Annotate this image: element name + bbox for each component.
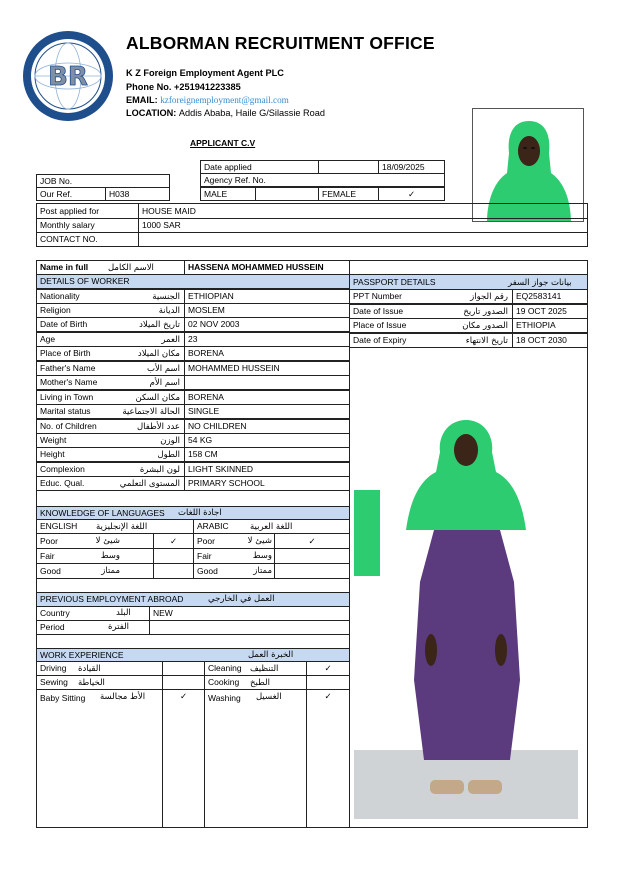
worker-row-value: PRIMARY SCHOOL — [184, 476, 350, 491]
cooking-label: Cooking — [204, 675, 307, 690]
english-level-tick — [153, 548, 194, 564]
passport-row-label-ar: رقم الجواز — [470, 292, 508, 302]
driving-label-ar: القيادة — [78, 664, 101, 674]
period-label-ar: الفترة — [108, 622, 129, 632]
worker-row-label-ar: تاريخ الميلاد — [139, 320, 180, 330]
name-label-ar: الاسم الكامل — [108, 263, 154, 273]
english-level-label: Poor — [36, 533, 154, 549]
worker-row-value: 23 — [184, 332, 350, 347]
cooking-label-ar: الطبخ — [250, 678, 270, 688]
worker-row-label-ar: الحالة الاجتماعية — [122, 407, 180, 417]
company-name: ALBORMAN RECRUITMENT OFFICE — [126, 33, 435, 53]
worker-row-label: Date of Birth — [36, 317, 185, 332]
male-box — [255, 187, 319, 201]
worker-row-label: Nationality — [36, 289, 185, 304]
english-label-ar: اللغة الإنجليزية — [96, 522, 148, 532]
worker-row-label-ar: اسم الأب — [146, 364, 180, 374]
passport-row-label: PPT Number — [349, 289, 513, 304]
period-label: Period — [36, 620, 150, 635]
worker-row-label-ar: المستوى التعلمي — [119, 479, 180, 489]
worker-row-value: 02 NOV 2003 — [184, 317, 350, 332]
sewing-label-ar: الخياطة — [78, 678, 105, 688]
worker-row-label: Weight — [36, 433, 185, 448]
location-line — [126, 108, 325, 118]
agency-ref-label: Agency Ref. No. — [200, 173, 445, 187]
baby-sitting-label-ar: الأط مجالسة — [100, 692, 146, 702]
washing-label-ar: الغسيل — [256, 692, 282, 702]
sewing-tick — [162, 675, 205, 690]
company-logo — [22, 30, 114, 122]
english-level-tick — [153, 563, 194, 579]
cooking-tick — [306, 675, 350, 690]
female-tick: ✓ — [378, 187, 445, 201]
washing-tick: ✓ — [306, 689, 350, 828]
driving-tick — [162, 661, 205, 676]
contact-label: CONTACT NO. — [36, 232, 139, 247]
arabic-level-tick — [274, 563, 350, 579]
worker-row-label: No. of Children — [36, 419, 185, 434]
worker-row-label-ar: الديانة — [158, 306, 180, 316]
passport-row-label: Date of Issue — [349, 304, 513, 319]
job-no-label: JOB No. — [36, 174, 170, 188]
worker-row-label-ar: عدد الأطفال — [136, 422, 180, 432]
cleaning-tick: ✓ — [306, 661, 350, 676]
worker-row-label-ar: الوزن — [160, 436, 180, 446]
email-line — [126, 95, 289, 105]
english-label: ENGLISH — [36, 519, 194, 534]
washing-label: Washing — [204, 689, 307, 828]
arabic-level-label: Poor — [193, 533, 275, 549]
post-label: Post applied for — [36, 203, 139, 219]
work-experience-header-ar: الخبرة العمل — [248, 650, 294, 660]
worker-row-value: MOHAMMED HUSSEIN — [184, 361, 350, 376]
phone-label: Phone No. — [126, 82, 172, 92]
our-ref-value: H038 — [105, 187, 170, 201]
male-label: MALE — [200, 187, 256, 201]
location-value: Addis Ababa, Haile G/Silassie Road — [178, 108, 325, 118]
cleaning-label: Cleaning — [204, 661, 307, 676]
salary-label: Monthly salary — [36, 218, 139, 233]
logo-letters: BR — [48, 62, 88, 92]
name-value: HASSENA MOHAMMED HUSSEIN — [184, 260, 350, 275]
languages-header: KNOWLEDGE OF LANGUAGES — [36, 506, 350, 520]
email-label: EMAIL: — [126, 95, 158, 105]
country-label-ar: البلد — [116, 608, 131, 618]
name-label: Name in full — [36, 260, 185, 275]
phone-line — [126, 82, 241, 92]
details-of-worker-header: DETAILS OF WORKER — [36, 274, 350, 289]
arabic-level-label-ar: وسط — [252, 551, 272, 561]
worker-row-label: Height — [36, 447, 185, 462]
worker-row-label: Place of Birth — [36, 346, 185, 361]
worker-row-value: NO CHILDREN — [184, 419, 350, 434]
contact-value — [138, 232, 588, 247]
english-level-label-ar: ممتاز — [101, 566, 120, 576]
passport-row-value: ETHIOPIA — [512, 318, 588, 333]
passport-details-header: PASSPORT DETAILS — [349, 274, 588, 290]
arabic-level-label-ar: ممتاز — [253, 566, 272, 576]
our-ref-label: Our Ref. — [36, 187, 106, 201]
worker-row-value: 158 CM — [184, 447, 350, 462]
country-value: NEW — [149, 606, 350, 621]
worker-row-label: Religion — [36, 303, 185, 318]
email-link[interactable]: kzforeignemployment@gmail.com — [160, 95, 289, 105]
arabic-level-label: Fair — [193, 548, 275, 564]
worker-row-value: ETHIOPIAN — [184, 289, 350, 304]
date-applied-value: 18/09/2025 — [378, 160, 445, 174]
worker-row-label-ar: لون البشرة — [139, 465, 180, 475]
baby-sitting-tick: ✓ — [162, 689, 205, 828]
arabic-level-tick — [274, 548, 350, 564]
post-value: HOUSE MAID — [138, 203, 588, 219]
languages-header-ar: اجادة اللغات — [178, 508, 222, 518]
passport-row-label-ar: الصدور مكان — [462, 321, 508, 331]
company-subtitle: K Z Foreign Employment Agent PLC — [126, 68, 284, 78]
passport-header-ar: بيانات جواز السفر — [508, 278, 572, 288]
worker-row-label: Complexion — [36, 462, 185, 477]
english-level-label-ar: شيئ لا — [95, 536, 120, 546]
salary-value: 1000 SAR — [138, 218, 588, 233]
english-level-tick: ✓ — [153, 533, 194, 549]
worker-row-value: BORENA — [184, 346, 350, 361]
english-level-label: Good — [36, 563, 154, 579]
worker-row-label-ar: مكان السكن — [135, 393, 180, 403]
phone-value: +251941223385 — [174, 82, 241, 92]
worker-row-label-ar: مكان الميلاد — [137, 349, 180, 359]
worker-row-label: Educ. Qual. — [36, 476, 185, 491]
document-title: APPLICANT C.V — [190, 138, 256, 148]
worker-row-value: BORENA — [184, 390, 350, 405]
worker-row-label-ar: اسم الأم — [149, 378, 180, 388]
previous-employment-header: PREVIOUS EMPLOYMENT ABROAD — [36, 592, 350, 607]
passport-row-value: 19 OCT 2025 — [512, 304, 588, 319]
country-label: Country — [36, 606, 150, 621]
worker-row-value — [184, 375, 350, 390]
worker-row-value: 54 KG — [184, 433, 350, 448]
passport-row-label-ar: تاريخ الانتهاء — [465, 336, 508, 346]
cleaning-label-ar: التنظيف — [250, 664, 279, 674]
date-applied-spacer — [318, 160, 379, 174]
applicant-photo-full-body — [354, 350, 578, 819]
worker-row-label-ar: الجنسية — [152, 292, 180, 302]
arabic-level-label: Good — [193, 563, 275, 579]
arabic-level-label-ar: شيئ لا — [247, 536, 272, 546]
worker-row-value: SINGLE — [184, 404, 350, 419]
worker-row-label: Age — [36, 332, 185, 347]
arabic-label: ARABIC — [193, 519, 350, 534]
passport-row-value: EQ2583141 — [512, 289, 588, 304]
previous-employment-header-ar: العمل في الخارجي — [208, 594, 275, 604]
female-label: FEMALE — [318, 187, 379, 201]
worker-row-label: Marital status — [36, 404, 185, 419]
driving-label: Driving — [36, 661, 163, 676]
worker-row-value: MOSLEM — [184, 303, 350, 318]
worker-row-label: Mother's Name — [36, 375, 185, 390]
english-level-label: Fair — [36, 548, 154, 564]
sewing-label: Sewing — [36, 675, 163, 690]
passport-row-label-ar: الصدور تاريخ — [463, 307, 508, 317]
worker-row-label-ar: الطول — [157, 450, 180, 460]
worker-row-label: Living in Town — [36, 390, 185, 405]
passport-row-label: Place of Issue — [349, 318, 513, 333]
full-body-illustration — [354, 350, 578, 819]
passport-row-label: Date of Expiry — [349, 333, 513, 348]
period-value — [149, 620, 350, 635]
date-applied-label: Date applied — [200, 160, 319, 174]
work-experience-header: WORK EXPERIENCE — [36, 648, 350, 662]
passport-row-value: 18 OCT 2030 — [512, 333, 588, 348]
location-label: LOCATION: — [126, 108, 177, 118]
arabic-label-ar: اللغة العربية — [250, 522, 293, 532]
worker-row-value: LIGHT SKINNED — [184, 462, 350, 477]
arabic-level-tick: ✓ — [274, 533, 350, 549]
baby-sitting-label: Baby Sitting — [36, 689, 163, 828]
worker-row-label-ar: العمر — [161, 335, 180, 345]
worker-row-label: Father's Name — [36, 361, 185, 376]
english-level-label-ar: وسط — [100, 551, 120, 561]
